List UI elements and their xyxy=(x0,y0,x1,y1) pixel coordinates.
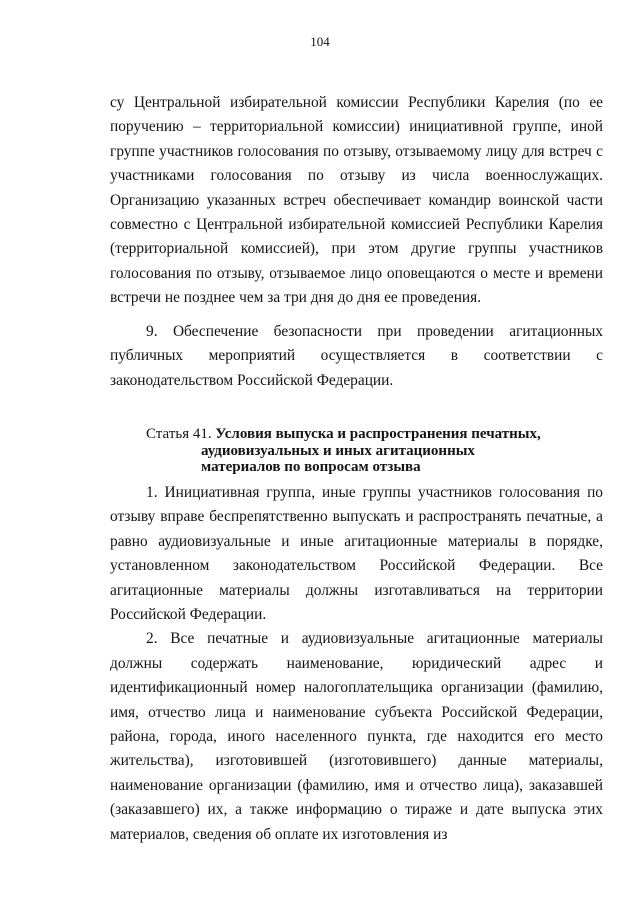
article-title-line-2: аудиовизуальных и иных агитационных xyxy=(201,442,475,459)
article-body xyxy=(110,481,603,847)
article-label: Статья 41. xyxy=(146,426,212,442)
paragraph-9: 9. Обеспечение безопасности при проведении агитационных публичных мероприятий осуществляется в соответствии с законодательством Российской Федерации. xyxy=(110,323,603,389)
article-paragraph-2: 2. Все печатные и аудиовизуальные агитационные материалы должны содержать наименование, юридический адрес и идентификационный номер налогоплательщика организации (фамилию, имя, отчество лица и наименование субъекта Российской Федерации, района, города, иного населенного пункта, где находится его место жительства), изготовившей (изготовившего) данные материалы, наименование организации (фамилию, имя и отчество лица), заказавшей (заказавшего) их, а также информацию о тираже и дате выпуска этих материалов, сведения об оплате их изготовления из xyxy=(110,630,603,843)
paragraph-continuation: су Центральной избирательной комиссии Республики Карелия (по ее поручению – территориальной комиссии) инициативной группе, иной группе участников голосования по отзыву, отзываемому лицу для встреч с участниками голосования по отзыву из числа военнослужащих. Организацию указанных встреч обеспечивает командир воинской части совместно с Центральной избирательной комиссией Республики Карелия (территориальной комиссией), при этом другие группы участников голосования по отзыву, отзываемое лицо оповещаются о месте и времени встречи не позднее чем за три дня до дня ее проведения. xyxy=(110,94,603,307)
continued-paragraph-block xyxy=(110,91,603,311)
article-heading xyxy=(146,426,606,476)
article-title-line-3: материалов по вопросам отзыва xyxy=(201,459,421,475)
page-number: 104 xyxy=(310,34,330,49)
article-paragraph-1: 1. Инициативная группа, иные группы участников голосования по отзыву вправе беспрепятственно выпускать и распространять печатные, а равно аудиовизуальные и иные агитационные материалы в порядке, установленном законодательством Российской Федерации. Все агитационные материалы должны изготавливаться на территории Российской Федерации. xyxy=(110,484,603,624)
article-title-line-1: Условия выпуска и распространения печатных, xyxy=(215,426,541,442)
paragraph-9-block xyxy=(110,320,603,393)
